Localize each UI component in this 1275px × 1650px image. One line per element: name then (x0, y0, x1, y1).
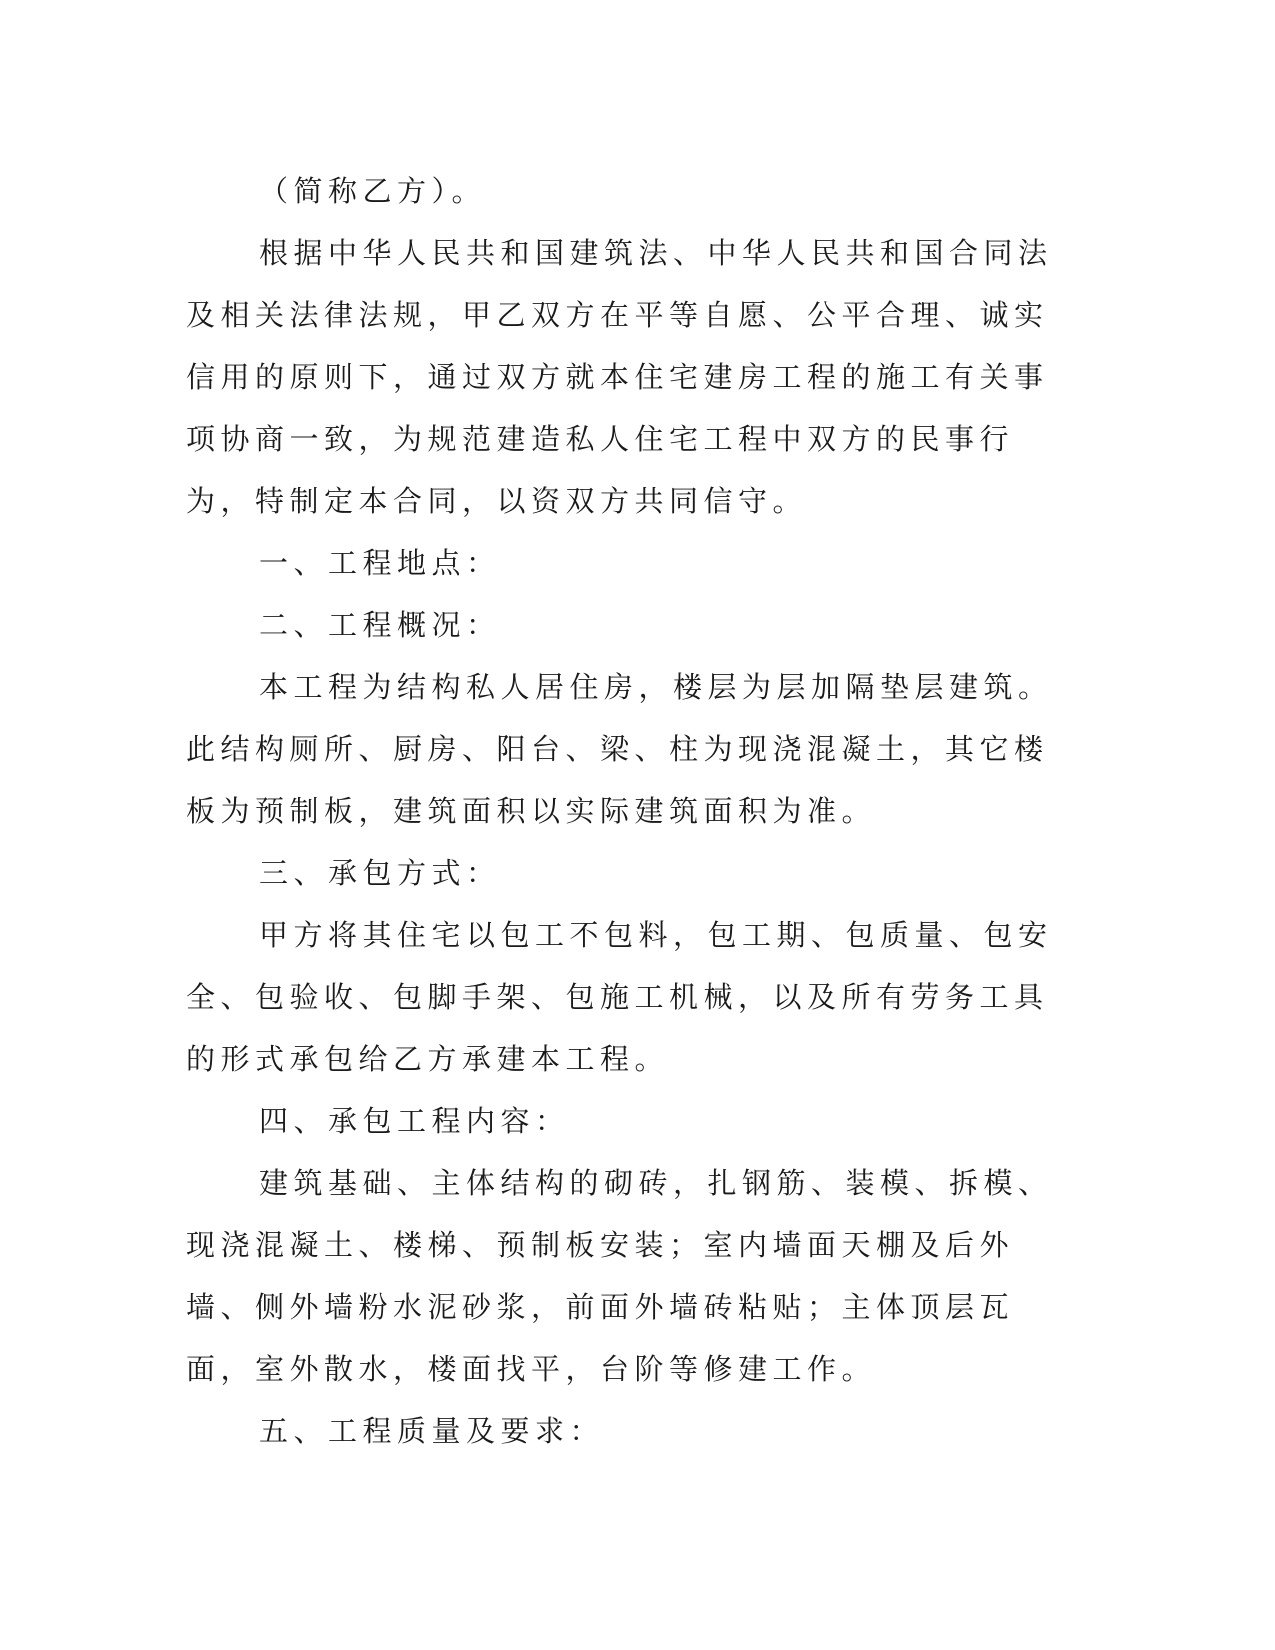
scope-paragraph: 建筑基础、主体结构的砌砖，扎钢筋、装模、拆模、现浇混凝土、楼梯、预制板安装；室内墙面天棚及后外墙、侧外墙粉水泥砂浆，前面外墙砖粘贴；主体顶层瓦面，室外散水，楼面找平，台阶等修建工作。 (186, 1166, 1053, 1386)
section-heading-overview: 二、工程概况： (259, 608, 501, 642)
section-heading-scope: 四、承包工程内容： (259, 1104, 570, 1138)
party-b-abbreviation: （简称乙方）。 (259, 174, 487, 208)
section-heading-quality: 五、工程质量及要求： (259, 1414, 605, 1448)
section-heading-location: 一、工程地点： (259, 546, 501, 580)
contract-method-paragraph: 甲方将其住宅以包工不包料，包工期、包质量、包安全、包验收、包脚手架、包施工机械，以及所有劳务工具的形式承包给乙方承建本工程。 (186, 918, 1053, 1076)
preamble-paragraph: 根据中华人民共和国建筑法、中华人民共和国合同法及相关法律法规，甲乙双方在平等自愿、公平合理、诚实信用的原则下，通过双方就本住宅建房工程的施工有关事项协商一致，为规范建造私人住宅工程中双方的民事行为，特制定本合同，以资双方共同信守。 (186, 236, 1053, 518)
document-body (186, 160, 1066, 1462)
section-heading-contract-method: 三、承包方式： (259, 856, 501, 890)
overview-paragraph: 本工程为结构私人居住房，楼层为层加隔垫层建筑。此结构厕所、厨房、阳台、梁、柱为现浇混凝土，其它楼板为预制板，建筑面积以实际建筑面积为准。 (186, 670, 1053, 828)
